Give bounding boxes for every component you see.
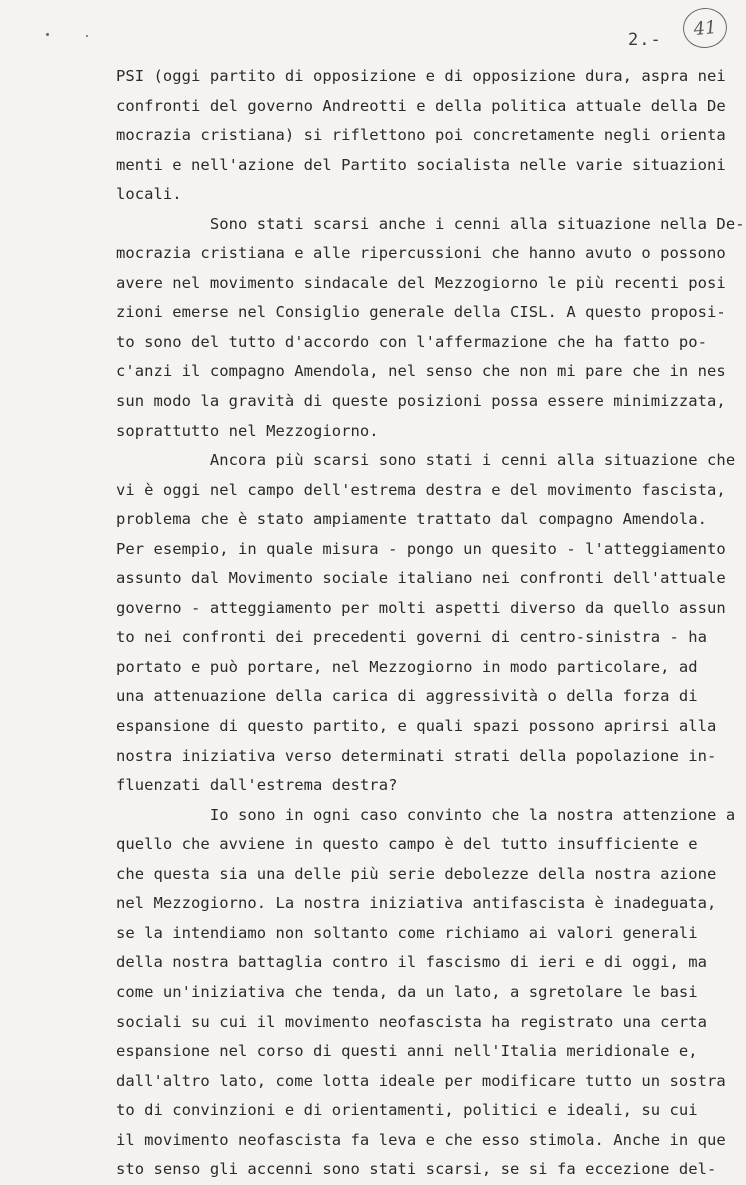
text-line: Sono stati scarsi anche i cenni alla situazione nella De- <box>116 214 745 233</box>
text-line: avere nel movimento sindacale del Mezzogiorno le più recenti posi <box>116 273 726 292</box>
text-line: sociali su cui il movimento neofascista ha registrato una certa <box>116 1012 708 1031</box>
text-line: mocrazia cristiana) si riflettono poi concretamente negli orienta <box>116 126 726 145</box>
text-line: confronti del governo Andreotti e della politica attuale della De <box>116 96 726 115</box>
text-line: nel Mezzogiorno. La nostra iniziativa antifascista è inadeguata, <box>116 894 717 913</box>
text-line: to di convinzioni e di orientamenti, politici e ideali, su cui <box>116 1101 698 1120</box>
text-line: dall'altro lato, come lotta ideale per modificare tutto un sostra <box>116 1071 726 1090</box>
text-line: problema che è stato ampiamente trattato dal compagno Amendola. <box>116 510 708 529</box>
text-line: PSI (oggi partito di opposizione e di opposizione dura, aspra nei <box>116 67 726 85</box>
text-line: to sono del tutto d'accordo con l'affermazione che ha fatto po- <box>116 332 708 351</box>
text-line: portato e può portare, nel Mezzogiorno in modo particolare, ad <box>116 657 698 676</box>
page-number: 2.- <box>628 30 662 50</box>
text-line: fluenzati dall'estrema destra? <box>116 776 398 795</box>
text-line: sun modo la gravità di queste posizioni possa essere minimizzata, <box>116 392 726 411</box>
text-line: assunto dal Movimento sociale italiano nei confronti dell'attuale <box>116 569 726 588</box>
text-line: Ancora più scarsi sono stati i cenni alla situazione che <box>116 451 736 470</box>
text-line: espansione di questo partito, e quali spazi possono aprirsi alla <box>116 717 717 736</box>
text-line: della nostra battaglia contro il fascismo di ieri e di oggi, ma <box>116 953 708 972</box>
typewritten-body <box>116 62 745 1185</box>
text-line: locali. <box>116 185 182 204</box>
paper-speck <box>86 35 88 37</box>
text-line: quello che avviene in questo campo è del tutto insufficiente e <box>116 835 698 854</box>
text-line: to nei confronti dei precedenti governi di centro-sinistra - ha <box>116 628 708 647</box>
text-line: una attenuazione della carica di aggressività o della forza di <box>116 687 698 706</box>
archive-page-stamp: 41 <box>681 6 729 50</box>
text-line: sto senso gli accenni sono stati scarsi, se si fa eccezione del- <box>116 1160 717 1179</box>
text-line: zioni emerse nel Consiglio generale della CISL. A questo proposi- <box>116 303 726 322</box>
text-line: mocrazia cristiana e alle ripercussioni che hanno avuto o possono <box>116 244 726 263</box>
text-line: soprattutto nel Mezzogiorno. <box>116 421 379 440</box>
text-line: espansione nel corso di questi anni nell'Italia meridionale e, <box>116 1042 698 1061</box>
paper-speck <box>46 33 49 36</box>
text-line: che questa sia una delle più serie debolezze della nostra azione <box>116 864 717 883</box>
text-line: menti e nell'azione del Partito socialista nelle varie situazioni <box>116 155 726 174</box>
text-line: vi è oggi nel campo dell'estrema destra e del movimento fascista, <box>116 480 726 499</box>
text-line: Io sono in ogni caso convinto che la nostra attenzione a <box>116 805 736 824</box>
text-line: il movimento neofascista fa leva e che esso stimola. Anche in que <box>116 1130 726 1149</box>
text-line: governo - atteggiamento per molti aspetti diverso da quello assun <box>116 598 726 617</box>
text-line: se la intendiamo non soltanto come richiamo ai valori generali <box>116 923 698 942</box>
text-line: c'anzi il compagno Amendola, nel senso che non mi pare che in nes <box>116 362 726 381</box>
text-line: nostra iniziativa verso determinati strati della popolazione in- <box>116 746 717 765</box>
text-line: come un'iniziativa che tenda, da un lato, a sgretolare le basi <box>116 982 698 1001</box>
text-line: Per esempio, in quale misura - pongo un quesito - l'atteggiamento <box>116 539 726 558</box>
